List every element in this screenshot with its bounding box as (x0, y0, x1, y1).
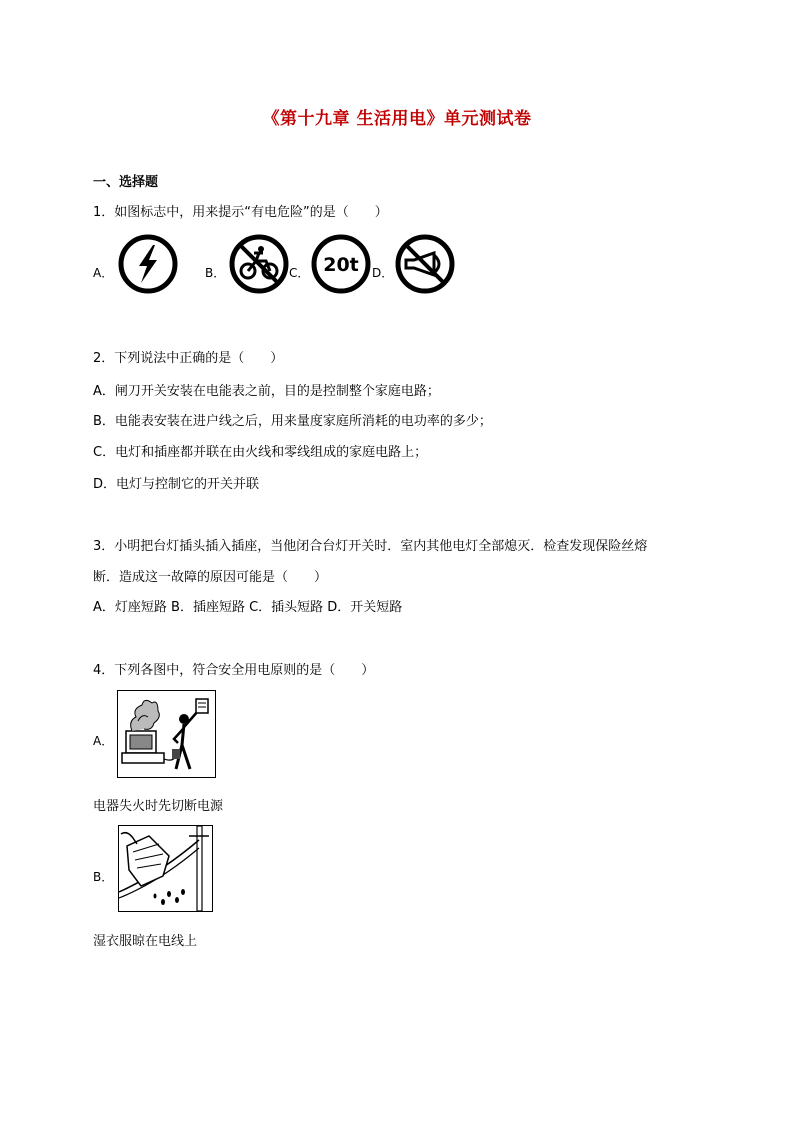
question-2-text: 2．下列说法中正确的是（ ） (93, 351, 284, 366)
weight-limit-sign-icon (310, 233, 372, 295)
weight-limit-text: 20t (323, 254, 359, 276)
question-3-line-1: 3．小明把台灯插头插入插座，当他闭合台灯开关时．室内其他电灯全部熄灭．检查发现保险丝熔 (93, 539, 648, 554)
question-3-line-2: 断．造成这一故障的原因可能是（ ） (93, 570, 328, 585)
question-1-text: 1．如图标志中，用来提示“有电危险”的是（ ） (93, 205, 388, 220)
q2-option-c: C．电灯和插座都并联在由火线和零线组成的家庭电路上； (93, 445, 428, 460)
wet-clothes-on-wire-illustration (118, 825, 213, 912)
q2-option-a: A．闸刀开关安装在电能表之前，目的是控制整个家庭电路； (93, 384, 440, 399)
q2-option-d: D．电灯与控制它的开关并联 (93, 477, 260, 492)
section-heading: 一、选择题 (93, 175, 159, 190)
q1-option-b-label: B． (205, 266, 226, 280)
fire-cut-power-illustration (117, 690, 216, 778)
lightning-sign-icon (117, 233, 179, 295)
no-bicycle-sign-icon (228, 233, 290, 295)
q1-option-a-label: A． (93, 266, 114, 280)
no-horn-sign-icon (394, 233, 456, 295)
q4-option-a-caption: 电器失火时先切断电源 (93, 799, 224, 814)
q1-option-c-label: C． (289, 266, 310, 280)
q4-option-a-label: A． (93, 734, 114, 748)
q1-option-d-label: D． (372, 266, 394, 280)
q4-option-b-caption: 湿衣服晾在电线上 (93, 934, 198, 949)
q4-option-b-label: B． (93, 870, 114, 884)
question-4-text: 4．下列各图中，符合安全用电原则的是（ ） (93, 663, 375, 678)
q3-options: A．灯座短路 B．插座短路 C．插头短路 D．开关短路 (93, 600, 403, 615)
page-title: 《第十九章 生活用电》单元测试卷 (262, 109, 532, 129)
q2-option-b: B．电能表安装在进户线之后，用来量度家庭所消耗的电功率的多少； (93, 414, 492, 429)
